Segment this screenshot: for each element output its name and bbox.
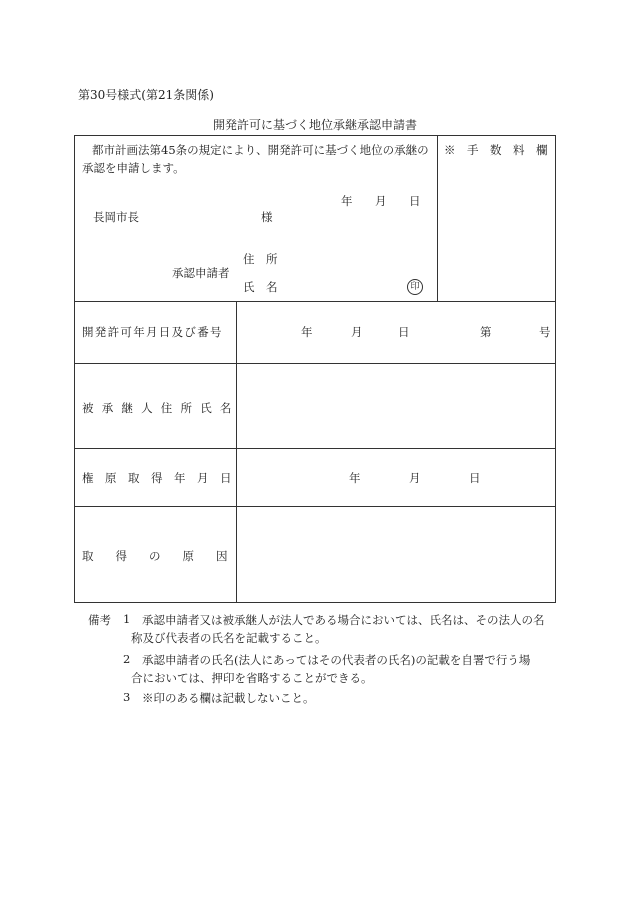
acquisition-date-label: 権原取得年月日 xyxy=(82,471,243,485)
note-number: 2 xyxy=(123,652,131,666)
acquisition-day-label: 日 xyxy=(469,471,481,485)
row-divider xyxy=(75,301,555,302)
note-number: 1 xyxy=(123,612,131,626)
row-divider xyxy=(75,506,555,507)
note-text: ※印のある欄は記載しないこと。 xyxy=(142,691,315,705)
permit-year-label: 年 xyxy=(301,325,313,339)
acquisition-month-label: 月 xyxy=(409,471,421,485)
addressee: 長岡市長 xyxy=(93,210,139,224)
permit-number-suffix: 号 xyxy=(539,325,551,339)
fee-column-label xyxy=(444,142,549,158)
fee-column-divider xyxy=(437,136,438,301)
document-title: 開発許可に基づく地位承継承認申請書 xyxy=(212,118,417,132)
notes-heading: 備考 xyxy=(88,613,111,627)
row-divider xyxy=(75,363,555,364)
date-year-label: 年 xyxy=(341,194,353,208)
fee-column-label-text: ※ 手 数 料 欄 xyxy=(444,143,548,157)
note-text: 承認申請者の氏名(法人にあってはその代表者の氏名)の記載を自署で行う場 xyxy=(142,653,531,667)
note-text-continued: 合においては、押印を省略することができる。 xyxy=(131,671,373,685)
note-number: 3 xyxy=(123,690,131,704)
form-number: 第30号様式(第21条関係) xyxy=(78,88,214,102)
date-day-label: 日 xyxy=(409,194,421,208)
permit-date-number-label: 開発許可年月日及び番号 xyxy=(82,325,223,339)
applicant-address-label: 住 所 xyxy=(243,252,278,266)
application-statement-line2: 承認を申請します。 xyxy=(82,161,185,175)
permit-day-label: 日 xyxy=(398,325,410,339)
applicant-name-label: 氏 名 xyxy=(243,280,278,294)
permit-number-prefix: 第 xyxy=(480,325,492,339)
note-text: 承認申請者又は被承継人が法人である場合においては、氏名は、その法人の名 xyxy=(142,613,545,627)
application-statement-line1: 都市計画法第45条の規定により、開発許可に基づく地位の承継の xyxy=(92,143,429,157)
addressee-honorific: 様 xyxy=(261,210,273,224)
permit-month-label: 月 xyxy=(351,325,363,339)
applicant-label: 承認申請者 xyxy=(172,266,230,280)
acquisition-year-label: 年 xyxy=(349,471,361,485)
seal-mark-icon: 印 xyxy=(407,279,423,295)
row-divider xyxy=(75,448,555,449)
note-text-continued: 称及び代表者の氏名を記載すること。 xyxy=(131,631,327,645)
date-month-label: 月 xyxy=(375,194,387,208)
acquisition-cause-label: 取得の原因 xyxy=(82,549,250,563)
predecessor-address-name-label: 被承継人住所氏名 xyxy=(82,401,240,415)
application-form-table xyxy=(74,135,556,603)
